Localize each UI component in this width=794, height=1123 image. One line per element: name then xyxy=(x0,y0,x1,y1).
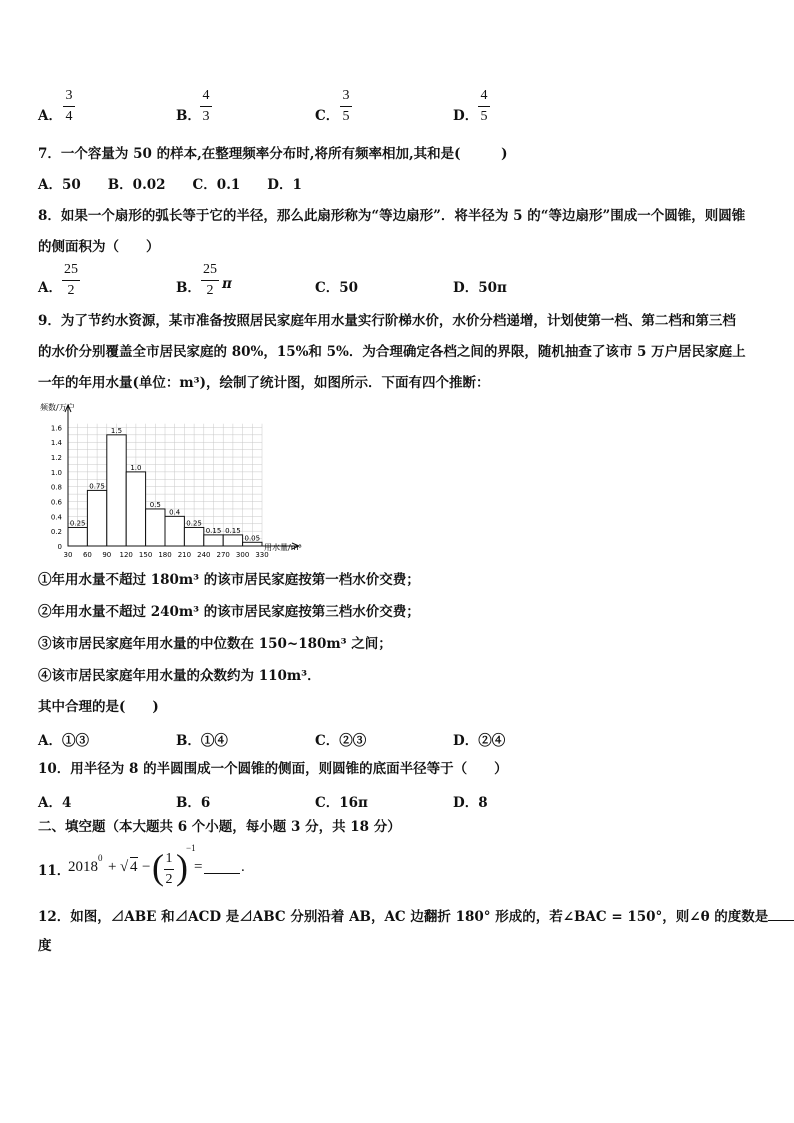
q8-stem-line2: 的侧面积为（ ） xyxy=(38,239,160,255)
q11-period: . xyxy=(241,859,245,875)
q9-stem-line3: 一年的年用水量(单位：m³)，绘制了统计图，如图所示．下面有四个推断： xyxy=(38,375,490,391)
q6-option-a-letter: A． xyxy=(38,108,62,124)
x-tick-label: 210 xyxy=(177,551,192,559)
q6-option-d-fraction: 4 5 xyxy=(478,88,490,125)
q9-option-a: A．①③ xyxy=(38,733,89,749)
histogram-bar xyxy=(243,542,262,546)
histogram-bar xyxy=(126,472,145,546)
q8-option-c: C．50 xyxy=(315,280,359,296)
q8-option-a-fraction: 25 2 xyxy=(64,262,78,298)
q9-stem-line2: 的水价分别覆盖全市居民家庭的 80%，15%和 5%．为合理确定各档之间的界限，随机抽查了该市 5 万户居民家庭上 xyxy=(38,344,746,360)
q11-fraction: 1 2 xyxy=(165,851,173,887)
bar-value-label: 1.0 xyxy=(130,463,142,472)
x-tick-label: 300 xyxy=(235,551,250,559)
bar-value-label: 0.05 xyxy=(244,534,261,543)
bar-value-label: 1.5 xyxy=(110,426,123,435)
histogram-chart xyxy=(36,400,306,560)
x-tick-label: 150 xyxy=(138,551,153,559)
q7-stem: 7．一个容量为 50 的样本,在整理频率分布时,将所有频率相加,其和是( ) xyxy=(38,146,508,162)
q9-statement-3: ③该市居民家庭年用水量的中位数在 150~180m³ 之间； xyxy=(38,636,392,652)
q12-stem-text: 12．如图，⊿ABE 和⊿ACD 是⊿ABC 分别沿着 AB，AC 边翻折 180° 形成的，若∠BAC = 150°，则∠θ 的度数是 xyxy=(38,909,769,925)
x-tick-label: 120 xyxy=(119,551,133,559)
y-tick-label: 0.4 xyxy=(50,513,62,522)
q6-option-c-fraction: 3 5 xyxy=(340,88,352,125)
y-tick-label: 0 xyxy=(57,543,62,551)
q12-answer-blank[interactable] xyxy=(768,906,794,921)
q10-option-a: A．4 xyxy=(38,795,72,811)
y-tick-label: 0.2 xyxy=(50,528,62,537)
q6-option-a-fraction: 3 4 xyxy=(63,88,75,125)
q12-stem xyxy=(38,906,794,927)
histogram-bar xyxy=(184,527,203,546)
histogram-bar xyxy=(146,509,165,546)
y-tick-label: 0.6 xyxy=(50,498,62,507)
histogram-bar xyxy=(87,490,106,546)
q9-option-b: B．①④ xyxy=(176,733,228,749)
x-tick-label: 270 xyxy=(216,551,230,559)
q9-statement-1: ①年用水量不超过 180m³ 的该市居民家庭按第一档水价交费； xyxy=(38,572,420,588)
x-tick-label: 60 xyxy=(82,551,92,559)
q11-exponent: −1 xyxy=(186,843,196,853)
q6-option-d-letter: D． xyxy=(453,108,479,124)
x-tick-label: 180 xyxy=(158,551,172,559)
right-paren-icon: ) xyxy=(176,847,188,887)
x-tick-label: 330 xyxy=(255,551,269,559)
histogram-bar xyxy=(165,516,184,546)
bar-value-label: 0.4 xyxy=(169,508,181,517)
q7-options: A．50 B．0.02 C．0.1 D．1 xyxy=(38,177,302,193)
sqrt-icon: √ xyxy=(120,859,129,875)
histogram-bar xyxy=(223,535,242,546)
bar-value-label: 0.15 xyxy=(205,526,222,535)
q10-stem: 10．用半径为 8 的半圆围成一个圆锥的侧面，则圆锥的底面半径等于（ ） xyxy=(38,761,508,777)
y-tick-label: 0.8 xyxy=(50,483,62,492)
q9-question: 其中合理的是( ) xyxy=(38,699,159,715)
x-tick-label: 240 xyxy=(197,551,211,559)
q8-option-a-letter: A． xyxy=(38,280,62,296)
y-tick-label: 1.4 xyxy=(50,439,62,448)
y-tick-label: 1.2 xyxy=(50,454,62,463)
y-axis-title: 频数/万户 xyxy=(40,403,75,412)
y-tick-label: 1.0 xyxy=(50,468,62,477)
q10-option-b: B．6 xyxy=(176,795,211,811)
bar-value-label: 0.15 xyxy=(225,526,241,535)
q8-option-b-fraction: 25 2 xyxy=(203,262,217,298)
q8-option-d: D．50π xyxy=(453,280,507,296)
bar-value-label: 0.5 xyxy=(149,500,161,509)
q9-stem-line1: 9．为了节约水资源，某市准备按照居民家庭年用水量实行阶梯水价，水价分档递增，计划使第一档、第二档和第三档 xyxy=(38,313,736,329)
q9-option-d: D．②④ xyxy=(453,733,506,749)
left-paren-icon: ( xyxy=(152,847,164,887)
q11-equals: = xyxy=(194,859,203,875)
bar-value-label: 0.25 xyxy=(186,519,202,528)
y-tick-label: 1.6 xyxy=(50,424,62,433)
histogram-bar xyxy=(107,435,126,546)
q9-option-c: C．②③ xyxy=(315,733,367,749)
q11-plus: + xyxy=(108,859,117,875)
q6-option-b-letter: B． xyxy=(176,108,201,124)
q6-option-c-letter: C． xyxy=(315,108,340,124)
q9-statement-4: ④该市居民家庭年用水量的众数约为 110m³． xyxy=(38,668,321,684)
q11-answer-blank[interactable] xyxy=(204,873,240,874)
q8-option-b-letter: B． xyxy=(176,280,201,296)
q11-base: 2018 xyxy=(68,859,98,875)
q11-minus: − xyxy=(142,859,151,875)
q8-stem-line1: 8．如果一个扇形的弧长等于它的半径，那么此扇形称为“等边扇形”．将半径为 5 的“等边扇形”围成一个圆锥，则圆锥 xyxy=(38,208,746,224)
q11-sqrt-arg: 4 xyxy=(130,859,138,875)
q8-option-b-pi: π xyxy=(222,276,232,292)
bar-value-label: 0.25 xyxy=(69,519,86,528)
q11-number: 11． xyxy=(38,863,71,879)
section-heading-fill-in: 二、填空题（本大题共 6 个小题，每小题 3 分，共 18 分） xyxy=(38,819,401,835)
x-tick-label: 30 xyxy=(63,551,73,559)
q10-option-d: D．8 xyxy=(453,795,488,811)
x-axis-title: 用水量/m³ xyxy=(264,543,302,552)
q11-zero-exponent: 0 xyxy=(98,853,103,863)
x-tick-label: 90 xyxy=(102,551,112,559)
q10-option-c: C．16π xyxy=(315,795,368,811)
bar-value-label: 0.75 xyxy=(89,482,105,491)
q12-tail: 度 xyxy=(38,938,52,954)
q9-statement-2: ②年用水量不超过 240m³ 的该市居民家庭按第三档水价交费； xyxy=(38,604,420,620)
histogram-bar xyxy=(204,535,223,546)
q6-option-b-fraction: 4 3 xyxy=(200,88,212,125)
histogram-bar xyxy=(68,527,87,546)
